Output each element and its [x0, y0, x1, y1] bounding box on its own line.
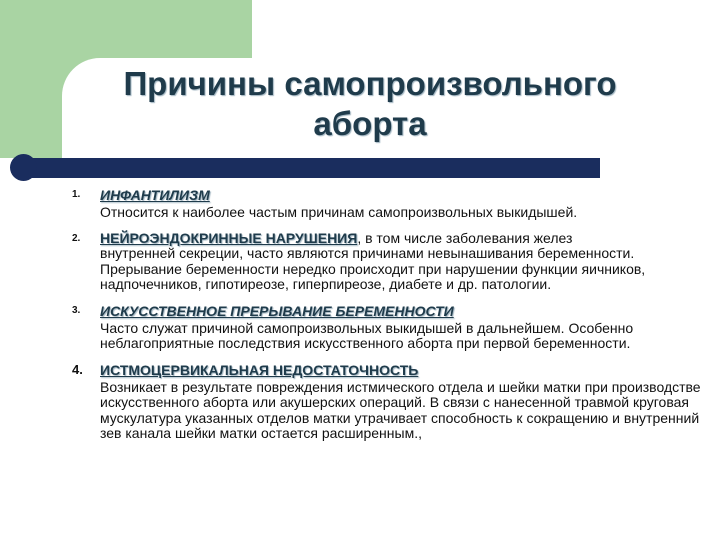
- item-number: 3.: [72, 304, 81, 316]
- divider-dot: [10, 154, 37, 181]
- item-heading: ИНФАНТИЛИЗМ: [100, 187, 210, 203]
- item-text: Относится к наиболее частым причинам самопроизвольных выкидышей.: [100, 204, 578, 220]
- title-line-2: аборта: [313, 105, 427, 142]
- list-item: [72, 362, 708, 442]
- item-heading: НЕЙРОЭНДОКРИННЫЕ НАРУШЕНИЯ: [100, 229, 358, 246]
- item-number: 4.: [72, 361, 83, 377]
- title-divider: [10, 154, 600, 181]
- item-number: 1.: [72, 189, 81, 200]
- list-item: [72, 303, 708, 352]
- item-heading: ИСКУССТВЕННОЕ ПРЕРЫВАНИЕ БЕРЕМЕННОСТИ: [100, 302, 454, 319]
- list-item: [72, 187, 708, 221]
- slide-title: [90, 64, 650, 144]
- list-item: [72, 231, 708, 293]
- item-text: внутренней секреции, часто являются причинами невынашивания беременности. Прерывание беременности нередко происходит при нарушении функции яичников, надпочечников, гипотиреозе, гиперпиреозе, диабете и др. патологии.: [100, 245, 646, 292]
- divider-bar: [23, 158, 600, 178]
- item-text: Возникает в результате повреждения истмического отдела и шейки матки при производстве искусственного аборта или акушерских операций. В связи с нанесенной травмой круговая мускулатура указанных отделов матки утрачивает способность к сокращению и внутренний зев канала шейки матки остается расширенным.,: [100, 378, 701, 441]
- item-number: 2.: [72, 232, 81, 244]
- causes-list: [72, 187, 708, 452]
- title-line-1: Причины самопроизвольного: [123, 65, 617, 102]
- item-heading: ИСТМОЦЕРВИКАЛЬНАЯ НЕДОСТАТОЧНОСТЬ: [100, 361, 419, 378]
- item-text: Часто служат причиной самопроизвольных выкидышей в дальнейшем. Особенно неблагоприятные последствия искусственного аборта при первой беременности.: [100, 319, 634, 351]
- item-inline-text: , в том числе заболевания желез: [357, 229, 573, 246]
